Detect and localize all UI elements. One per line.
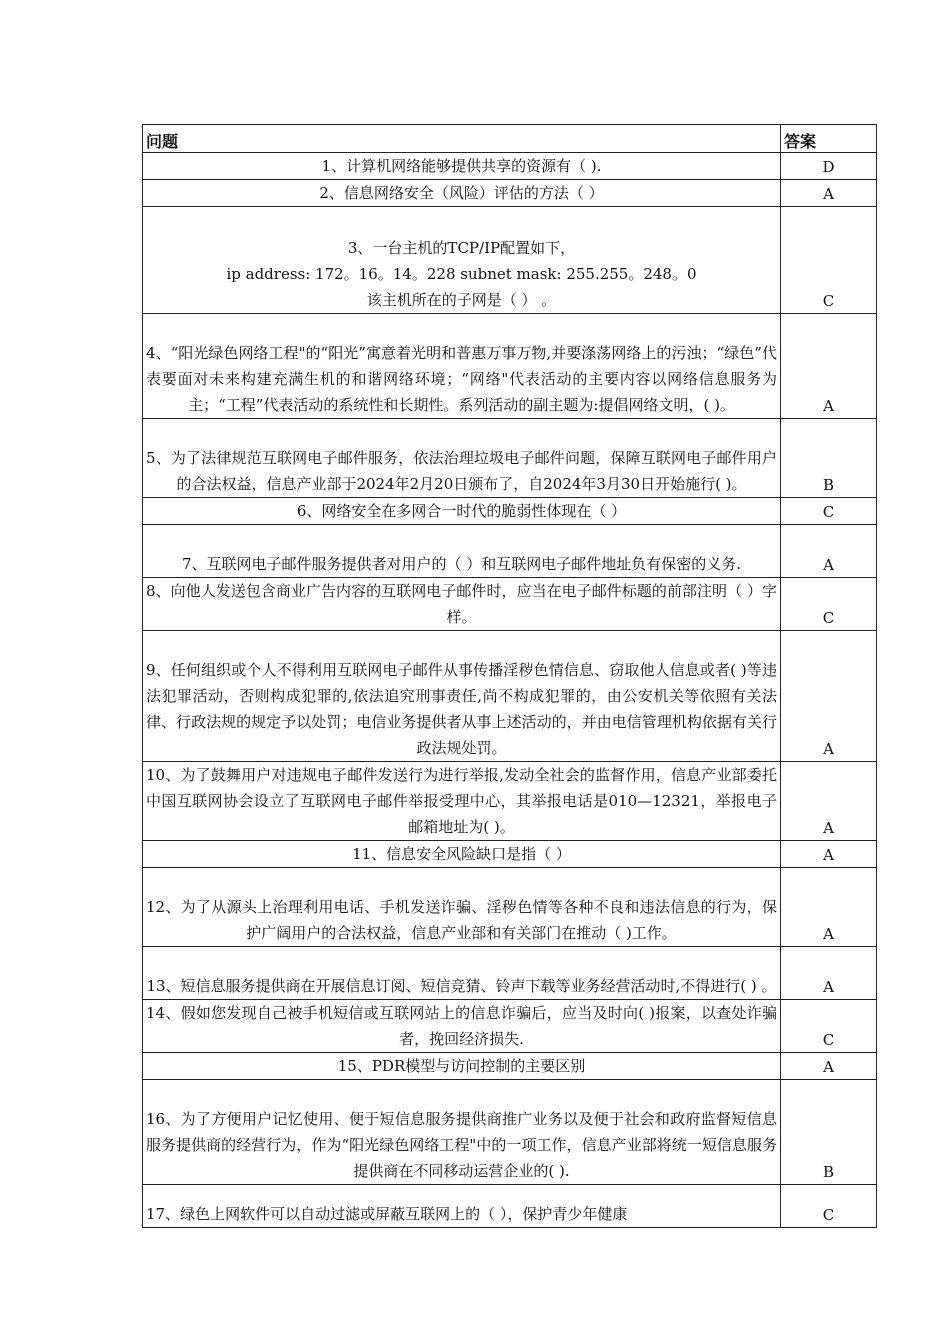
table-row: [143, 1185, 877, 1228]
answer-cell: C: [781, 1000, 877, 1053]
table-row: [143, 314, 877, 419]
question-cell: 13、短信息服务提供商在开展信息订阅、短信竞猜、铃声下载等业务经营活动时,不得进行( ) 。: [143, 947, 781, 1000]
question-cell: 15、PDR模型与访问控制的主要区别: [143, 1053, 781, 1080]
question-cell: [143, 207, 781, 314]
answer-cell: A: [781, 868, 877, 947]
table-row: [143, 947, 877, 1000]
table-row: [143, 419, 877, 498]
table-row: [143, 153, 877, 180]
answer-cell: A: [781, 180, 877, 207]
answer-cell: C: [781, 1185, 877, 1228]
table-row: [143, 1053, 877, 1080]
answer-cell: A: [781, 841, 877, 868]
answer-cell: A: [781, 314, 877, 419]
question-cell: 9、任何组织或个人不得利用互联网电子邮件从事传播淫秽色情信息、窃取他人信息或者( )等违法犯罪活动，否则构成犯罪的,依法追究刑事责任,尚不构成犯罪的，由公安机关等依照有关法律、行政法规的规定予以处罚；电信业务提供者从事上述活动的，并由电信管理机构依据有关行政法规处罚。: [143, 631, 781, 762]
answer-cell: C: [781, 578, 877, 631]
question-cell: 2、信息网络安全（风险）评估的方法（ ）: [143, 180, 781, 207]
table-row: [143, 762, 877, 841]
table-header-row: [143, 125, 877, 153]
table-row: [143, 631, 877, 762]
answer-cell: A: [781, 762, 877, 841]
table-row: [143, 578, 877, 631]
question-line: ip address: 172。16。14。228 subnet mask: 255.255。248。0: [226, 265, 697, 283]
question-cell: 1、计算机网络能够提供共享的资源有（ ).: [143, 153, 781, 180]
question-cell: 16、为了方便用户记忆使用、便于短信息服务提供商推广业务以及便于社会和政府监督短信息服务提供商的经营行为，作为“阳光绿色网络工程"中的一项工作，信息产业部将统一短信息服务提供商在不同移动运营企业的( ).: [143, 1080, 781, 1185]
question-cell: 7、互联网电子邮件服务提供者对用户的（ ）和互联网电子邮件地址负有保密的义务.: [143, 525, 781, 578]
table-row: [143, 498, 877, 525]
question-cell: 4、“阳光绿色网络工程"的“阳光”寓意着光明和普惠万事万物,并要涤荡网络上的污浊；“绿色”代表要面对未来构建充满生机的和谐网络环境；“网络"代表活动的主要内容以网络信息服务为主；“工程”代表活动的系统性和长期性。系列活动的副主题为:提倡网络文明，( )。: [143, 314, 781, 419]
table-row: [143, 525, 877, 578]
question-cell: 11、信息安全风险缺口是指（ ）: [143, 841, 781, 868]
table-row: [143, 180, 877, 207]
question-cell: 12、为了从源头上治理利用电话、手机发送诈骗、淫秽色情等各种不良和违法信息的行为，保护广阔用户的合法权益，信息产业部和有关部门在推动（ )工作。: [143, 868, 781, 947]
table-row: [143, 1000, 877, 1053]
question-cell: 5、为了法律规范互联网电子邮件服务，依法治理垃圾电子邮件问题，保障互联网电子邮件用户的合法权益，信息产业部于2024年2月20日颁布了，自2024年3月30日开始施行( )。: [143, 419, 781, 498]
answer-cell: A: [781, 631, 877, 762]
question-column-header: 问题: [143, 125, 781, 153]
answer-cell: C: [781, 207, 877, 314]
question-cell: 6、网络安全在多网合一时代的脆弱性体现在（ ）: [143, 498, 781, 525]
qa-table: [142, 124, 877, 1228]
question-cell: 10、为了鼓舞用户对违规电子邮件发送行为进行举报,发动全社会的监督作用，信息产业部委托中国互联网协会设立了互联网电子邮件举报受理中心，其举报电话是010—12321，举报电子邮箱地址为( )。: [143, 762, 781, 841]
answer-cell: B: [781, 419, 877, 498]
table-row: [143, 207, 877, 314]
answer-cell: A: [781, 525, 877, 578]
answer-cell: A: [781, 947, 877, 1000]
answer-cell: C: [781, 498, 877, 525]
question-cell: 14、假如您发现自己被手机短信或互联网站上的信息诈骗后，应当及时向( )报案，以查处诈骗者，挽回经济损失.: [143, 1000, 781, 1053]
question-line: 3、一台主机的TCP/IP配置如下，: [347, 239, 576, 257]
answer-column-header: 答案: [781, 125, 877, 153]
table-row: [143, 868, 877, 947]
table-row: [143, 1080, 877, 1185]
question-cell: 17、绿色上网软件可以自动过滤或屏蔽互联网上的（ ），保护青少年健康: [143, 1185, 781, 1228]
question-cell: 8、向他人发送包含商业广告内容的互联网电子邮件时，应当在电子邮件标题的前部注明（ ）字样。: [143, 578, 781, 631]
question-line: 该主机所在的子网是（ ） 。: [366, 291, 557, 309]
answer-cell: B: [781, 1080, 877, 1185]
answer-cell: A: [781, 1053, 877, 1080]
table-row: [143, 841, 877, 868]
answer-cell: D: [781, 153, 877, 180]
